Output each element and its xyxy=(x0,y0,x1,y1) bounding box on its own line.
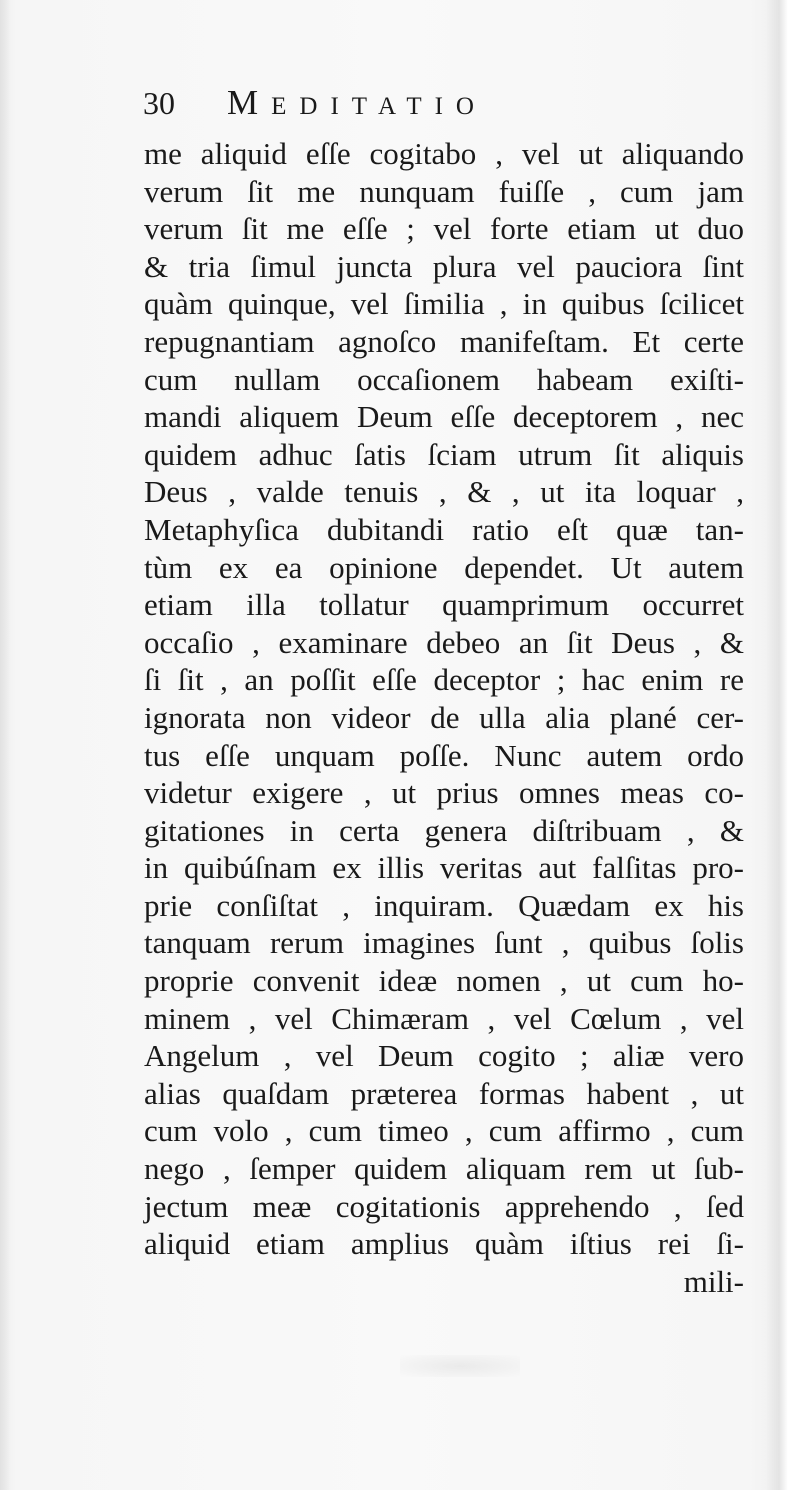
text-line: videtur exigere , ut prius omnes meas co- xyxy=(144,775,744,811)
text-line: cum volo , cum timeo , cum affirmo , cum xyxy=(144,1113,744,1149)
text-line: etiam illa tollatur quamprimum occurret xyxy=(144,587,744,623)
running-title: Meditatio xyxy=(227,83,487,122)
text-line: jectum meæ cogitationis apprehendo , ſed xyxy=(144,1188,744,1224)
text-line: cum nullam occaſionem habeam exiſti- xyxy=(144,361,744,397)
text-line: verum ſit me nunquam fuiſſe , cum jam xyxy=(144,173,744,209)
text-line: gitationes in certa genera diſtribuam , & xyxy=(144,812,744,848)
page-shadow-right xyxy=(766,0,788,1490)
text-line: occaſio , examinare debeo an ſit Deus , & xyxy=(144,624,744,660)
text-line: ignorata non videor de ulla alia plané cer- xyxy=(144,699,744,735)
text-line: aliquid etiam amplius quàm iſtius rei ſi- xyxy=(144,1226,744,1262)
text-line: me aliquid eſſe cogitabo , vel ut aliquando xyxy=(144,136,744,171)
text-line: Metaphyſica dubitandi ratio eſt quæ tan- xyxy=(144,511,744,547)
page-number: 30 xyxy=(143,85,175,121)
text-line: quidem adhuc ſatis ſciam utrum ſit aliquis xyxy=(144,436,744,472)
text-line: & tria ſimul juncta plura vel pauciora ſint xyxy=(144,248,744,284)
text-line: tus eſſe unquam poſſe. Nunc autem ordo xyxy=(144,737,744,773)
catchword: mili- xyxy=(683,1263,744,1299)
text-line: Deus , valde tenuis , & , ut ita loquar , xyxy=(144,474,744,510)
text-line: nego , ſemper quidem aliquam rem ut ſub- xyxy=(144,1151,744,1187)
page-shadow-left xyxy=(0,0,10,1490)
text-line: Angelum , vel Deum cogito ; aliæ vero xyxy=(144,1038,744,1074)
text-line: tanquam rerum imagines ſunt , quibus ſolis xyxy=(144,925,744,961)
text-line: prie conſiſtat , inquiram. Quædam ex his xyxy=(144,887,744,923)
text-line: mandi aliquem Deum eſſe deceptorem , nec xyxy=(144,399,744,435)
print-smudge xyxy=(400,1355,520,1377)
text-line: repugnantiam agnoſco manifeſtam. Et certe xyxy=(144,323,744,359)
text-line: verum ſit me eſſe ; vel forte etiam ut duo xyxy=(144,211,744,247)
text-line: minem , vel Chimæram , vel Cœlum , vel xyxy=(144,1000,744,1036)
text-line: quàm quinque, vel ſimilia , in quibus ſcilicet xyxy=(144,286,744,322)
text-line: proprie convenit ideæ nomen , ut cum ho- xyxy=(144,963,744,999)
body-text xyxy=(144,135,744,1300)
page-header xyxy=(143,78,487,128)
text-line: alias quaſdam præterea formas habent , ut xyxy=(144,1075,744,1111)
text-line: in quibúſnam ex illis veritas aut falſitas pro- xyxy=(144,850,744,886)
text-line: tùm ex ea opinione dependet. Ut autem xyxy=(144,549,744,585)
text-line: ſi ſit , an poſſit eſſe deceptor ; hac enim re xyxy=(144,662,744,698)
